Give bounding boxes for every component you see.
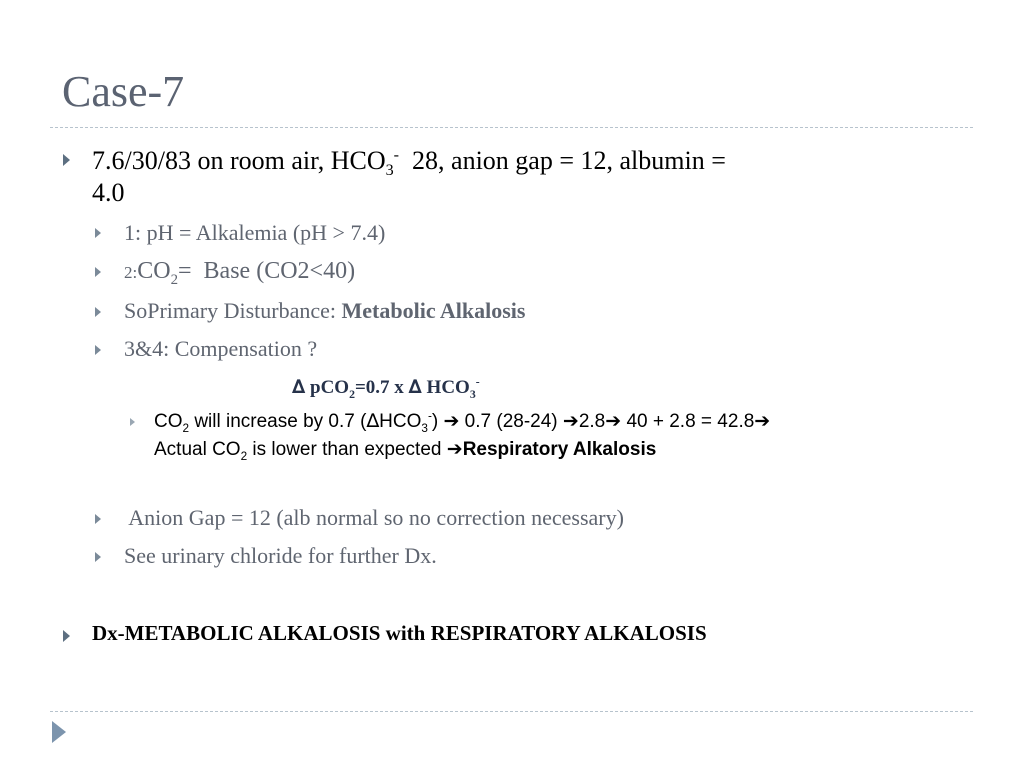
actual-co2-label: Actual CO [154,439,241,460]
formula-hco3: HCO [421,377,470,398]
superscript: - [427,409,432,423]
bullet-arrow-icon [95,307,101,317]
subscript: 3 [469,387,476,401]
hco3-label: HCO [379,411,422,432]
case-values-text-2: 28, anion gap = 12, albumin = [399,146,726,175]
primary-disturbance-value: Metabolic Alkalosis [341,298,526,323]
right-arrow-icon: ➔ [446,438,463,460]
bullet-arrow-icon [95,267,101,277]
subscript: 2 [170,271,179,288]
step-co2 [124,257,355,286]
subscript: 2 [182,421,190,435]
urinary-chloride-note: See urinary chloride for further Dx. [124,543,437,568]
primary-disturbance [124,298,525,324]
right-arrow-icon: ➔ [443,410,460,432]
compensation-heading: 3&4: Compensation ? [124,336,318,361]
calc-text: 40 + 2.8 = 42.8 [621,411,755,432]
delta-symbol: ∆ [408,376,422,398]
case-values-wrap: 4.0 [92,178,125,207]
bullet-arrow-icon [95,552,101,562]
slide-title: Case-7 [62,67,185,116]
co2-label: CO [154,411,183,432]
case-values-text: 7.6/30/83 on room air, HCO [92,146,386,175]
delta-symbol: ∆ [292,376,306,398]
formula-pco2: pCO [305,377,350,398]
bullet-arrow-icon [95,514,101,524]
right-arrow-icon: ➔ [754,410,771,432]
step-co2-prefix: 2: [124,263,138,282]
bullet-arrow-icon [130,418,135,426]
calc-text: is lower than expected [247,439,447,460]
bullet-arrow-icon [63,154,70,166]
case-values [92,145,726,180]
top-divider [50,127,973,128]
step-co2-rest: = Base (CO2<40) [178,258,356,284]
formula-factor: =0.7 x [354,377,409,398]
respiratory-alkalosis-label: Respiratory Alkalosis [462,439,657,460]
next-slide-arrow-icon [52,721,66,743]
calc-text: will increase by 0.7 ( [189,411,367,432]
calc-text: ) [431,411,444,432]
subscript: 3 [421,421,428,435]
delta-symbol: ∆ [366,410,380,432]
right-arrow-icon: ➔ [605,410,622,432]
primary-disturbance-label: SoPrimary Disturbance: [124,298,342,323]
anion-gap-note: Anion Gap = 12 (alb normal so no correction necessary) [124,505,624,530]
bottom-divider [50,711,973,712]
calc-text: 0.7 (28-24) [459,411,563,432]
superscript: - [393,146,400,164]
superscript: - [475,375,480,389]
bullet-arrow-icon [95,228,101,238]
subscript: 3 [385,162,394,180]
subscript: 2 [349,387,355,401]
calc-result: 2.8 [578,411,606,432]
bullet-arrow-icon [63,630,70,642]
right-arrow-icon: ➔ [562,410,579,432]
step-co2-label: CO [137,258,171,284]
actual-co2-conclusion [154,438,656,462]
compensation-formula [292,376,480,400]
subscript: 2 [240,449,248,463]
bullet-arrow-icon [95,345,101,355]
final-diagnosis: Dx-METABOLIC ALKALOSIS with RESPIRATORY ALKALOSIS [92,621,707,645]
step-ph: 1: pH = Alkalemia (pH > 7.4) [124,220,386,245]
expected-co2-calculation [154,410,770,434]
